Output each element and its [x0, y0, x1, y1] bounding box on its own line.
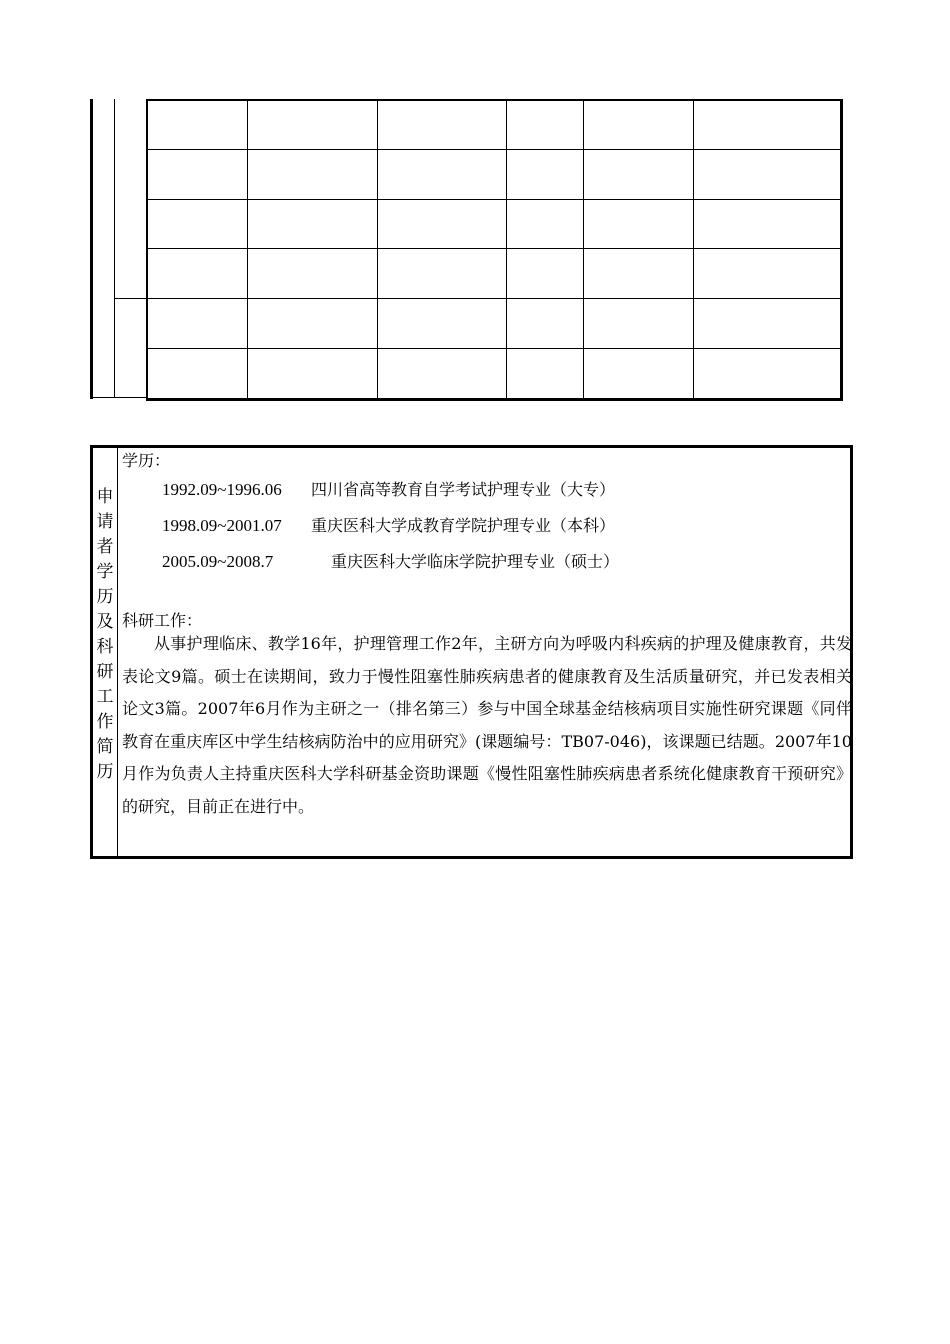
education-period: 1998.09~2001.07 [162, 516, 282, 535]
side-label-char: 科 [96, 637, 114, 657]
column-divider [117, 448, 118, 856]
education-entry [122, 508, 852, 544]
applicant-education-research-label [93, 485, 117, 785]
resume-content [122, 450, 852, 816]
grid-vline-6 [583, 99, 584, 400]
empty-grid-table [90, 99, 843, 401]
side-label-char: 申 [96, 487, 114, 507]
grid-border-right [840, 99, 843, 401]
grid-hline-4 [114, 298, 843, 299]
education-heading: 学历： [122, 451, 171, 470]
research-description: 从事护理临床、教学16年，护理管理工作2年，主研方向为呼吸内科疾病的护理及健康教育，共发表论文9篇。硕士在读期间，致力于慢性阻塞性肺疾病患者的健康教育及生活质量研究，并已发表相关论文3篇。2007年6月作为主研之一（排名第三）参与中国全球基金结核病项目实施性研究课题《同伴教育在重庆库区中学生结核病防治中的应用研究》(课题编号：TB07-046)，该课题已结题。2007年10月作为负责人主持重庆医科大学科研基金资助课题《慢性阻塞性肺疾病患者系统化健康教育干预研究》的研究，目前正在进行中。 [122, 634, 852, 816]
education-description: 重庆医科大学成教育学院护理专业（本科） [311, 516, 616, 535]
education-description: 重庆医科大学临床学院护理专业（硕士） [331, 552, 620, 571]
grid-hline-5 [146, 348, 843, 349]
grid-hline-2 [146, 199, 843, 200]
side-label-char: 历 [96, 762, 114, 782]
education-period: 1992.09~1996.06 [162, 480, 282, 499]
grid-vline-5 [506, 99, 507, 400]
education-period: 2005.09~2008.7 [162, 552, 274, 571]
education-description: 四川省高等教育自学考试护理专业（大专） [311, 480, 616, 499]
side-label-char: 研 [96, 662, 114, 682]
applicant-resume-table [90, 445, 853, 859]
grid-border-bottom-left [90, 397, 146, 398]
research-heading: 科研工作： [122, 611, 203, 630]
education-entry [122, 472, 852, 508]
side-label-char: 学 [96, 562, 114, 582]
grid-vline-7 [693, 99, 694, 400]
grid-hline-3 [146, 248, 843, 249]
side-label-char: 及 [96, 612, 114, 632]
side-label-char: 请 [96, 512, 114, 532]
side-label-char: 历 [96, 587, 114, 607]
grid-hline-1 [146, 149, 843, 150]
grid-vline-4 [377, 99, 378, 400]
grid-border-left [90, 99, 93, 399]
education-entry [122, 544, 852, 580]
grid-border-top [146, 99, 843, 101]
grid-vline-1 [114, 99, 115, 397]
grid-vline-2 [146, 99, 148, 400]
grid-vline-3 [247, 99, 248, 400]
grid-border-bottom [146, 398, 843, 401]
side-label-char: 作 [96, 712, 114, 732]
side-label-char: 者 [96, 537, 114, 557]
side-label-char: 简 [96, 737, 114, 757]
side-label-char: 工 [96, 687, 114, 707]
